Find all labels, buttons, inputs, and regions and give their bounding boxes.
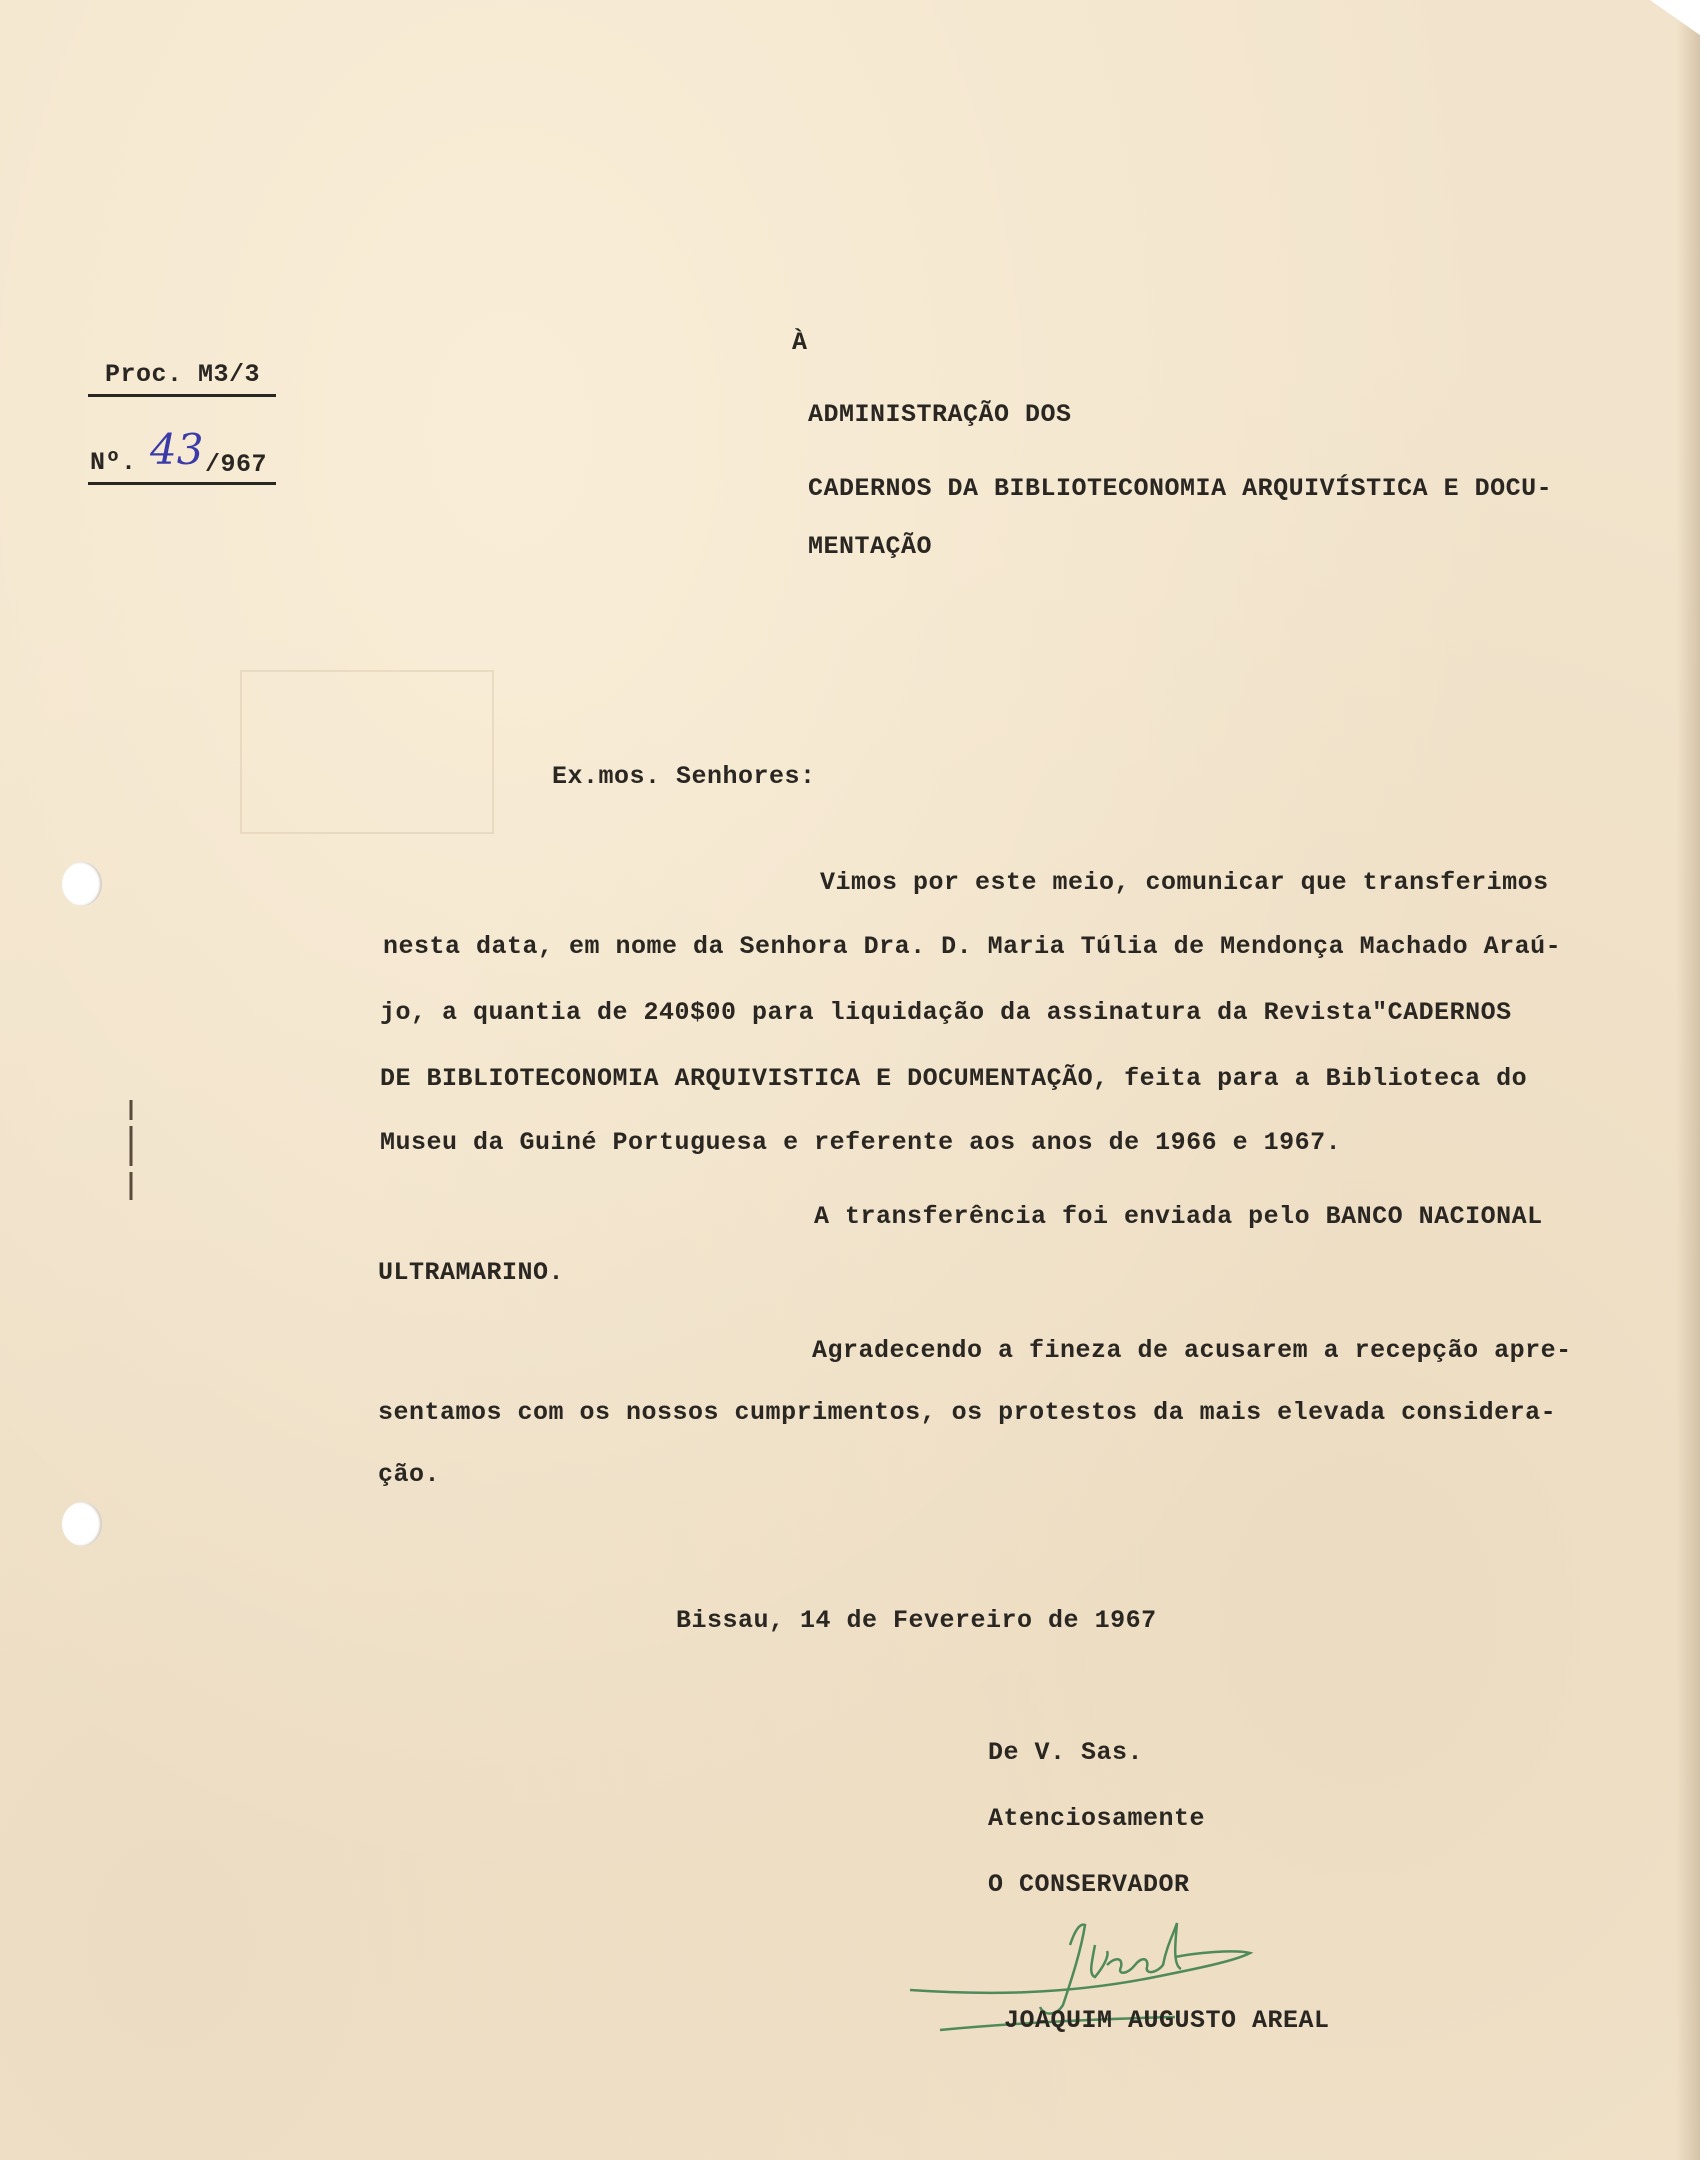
closing-line-1: De V. Sas. (988, 1738, 1144, 1767)
body-paragraph-2-line-1: A transferência foi enviada pelo BANCO NACIONAL (814, 1202, 1543, 1231)
addressee-line-2: CADERNOS DA BIBLIOTECONOMIA ARQUIVÍSTICA E DOCU- (808, 474, 1553, 503)
punch-hole-bottom (62, 1502, 102, 1546)
body-paragraph-1-line-5: Museu da Guiné Portuguesa e referente aos anos de 1966 e 1967. (380, 1128, 1342, 1157)
signatory-name: JOAQUIM AUGUSTO AREAL (1004, 2006, 1330, 2035)
addressee-line-1: ADMINISTRAÇÃO DOS (808, 400, 1072, 429)
salutation: Ex.mos. Senhores: (552, 762, 816, 791)
date-line: Bissau, 14 de Fevereiro de 1967 (676, 1606, 1157, 1635)
closing-line-2: Atenciosamente (988, 1804, 1206, 1833)
process-reference: Proc. M3/3 (105, 360, 261, 389)
staple-mark (128, 1100, 134, 1200)
page-edge-shadow (1676, 0, 1700, 2160)
bleed-through-stamp (240, 670, 494, 834)
body-paragraph-1-line-4: DE BIBLIOTECONOMIA ARQUIVISTICA E DOCUMENTAÇÃO, feita para a Biblioteca do (380, 1064, 1528, 1093)
document-number-prefix: Nº. (90, 448, 137, 477)
body-paragraph-1-line-1: Vimos por este meio, comunicar que transferimos (820, 868, 1549, 897)
body-paragraph-2-line-2: ULTRAMARINO. (378, 1258, 565, 1287)
document-number-underline (88, 482, 276, 485)
addressee-line-3: MENTAÇÃO (808, 532, 933, 561)
body-paragraph-1-line-2: nesta data, em nome da Senhora Dra. D. Maria Túlia de Mendonça Machado Araú- (383, 932, 1562, 961)
body-paragraph-3-line-1: Agradecendo a fineza de acusarem a recepção apre- (812, 1336, 1572, 1365)
body-paragraph-3-line-2: sentamos com os nossos cumprimentos, os protestos da mais elevada considera- (378, 1398, 1557, 1427)
addressee-marker: À (792, 328, 808, 357)
document-number-handwritten: 43 (150, 425, 204, 474)
process-reference-underline (88, 394, 276, 397)
body-paragraph-1-line-3: jo, a quantia de 240$00 para liquidação da assinatura da Revista"CADERNOS (380, 998, 1512, 1027)
signatory-title: O CONSERVADOR (988, 1870, 1190, 1899)
body-paragraph-3-line-3: ção. (378, 1460, 441, 1489)
punch-hole-top (62, 862, 102, 906)
document-number-year: /967 (205, 450, 268, 479)
